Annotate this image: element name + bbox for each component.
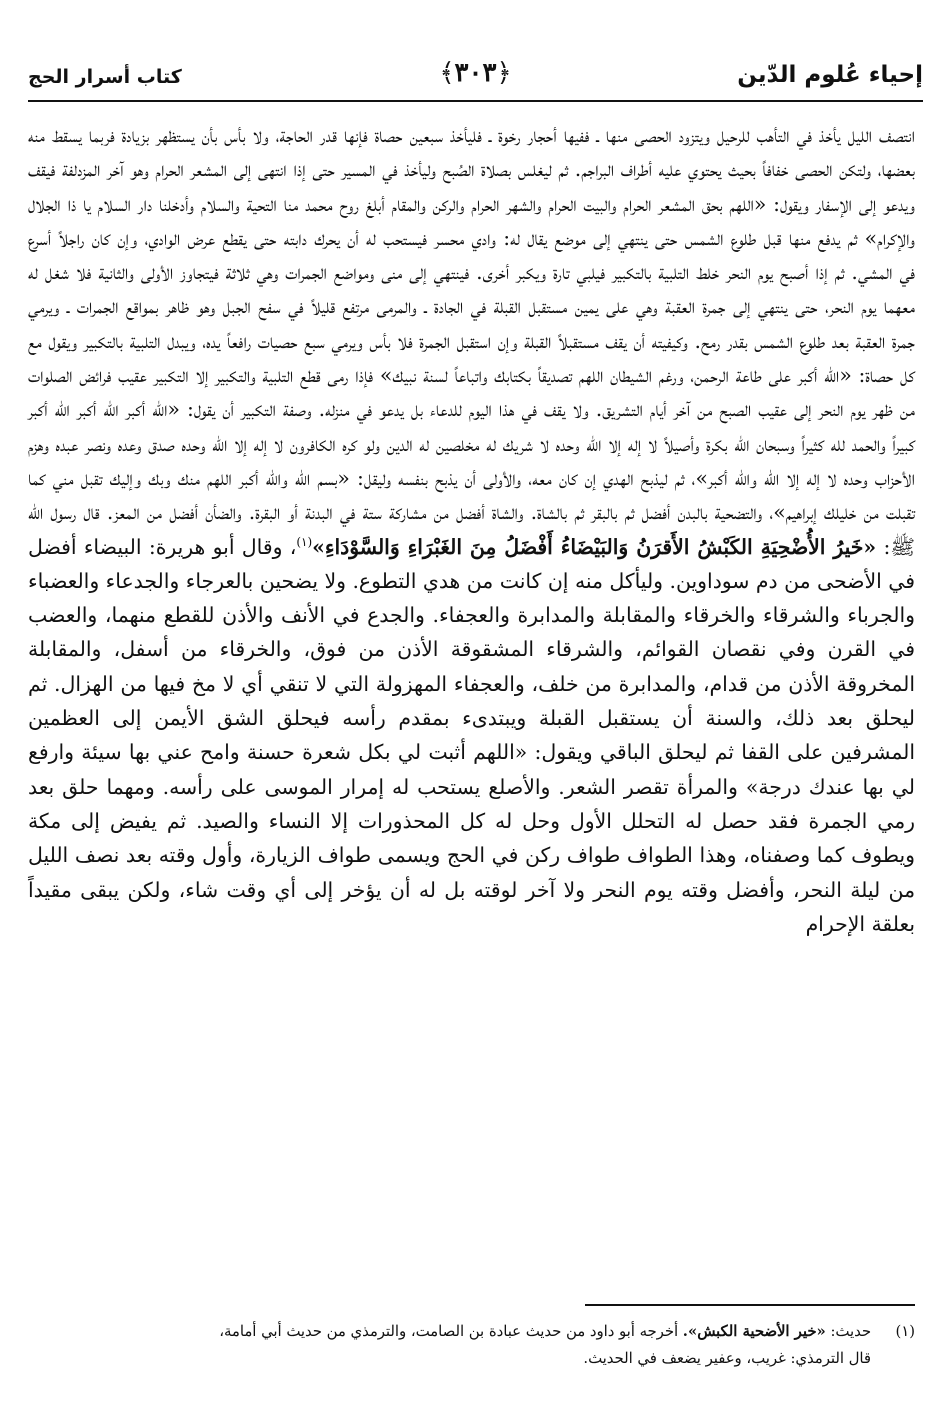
ornament-left-icon: ﴾ xyxy=(439,58,455,88)
main-paragraph xyxy=(28,118,915,941)
footnote-marker: (١) xyxy=(296,534,313,549)
text-part-2: ، وقال أبو هريرة: البيضاء أفضل في الأضحى من دم سوداوين. وليأكل منه إن كانت من هدي التطوع. ولا يضحين بالعرجاء والجدعاء والعضباء والجرباء والشرقاء والخرقاء والمقابلة والمدابرة والعجفاء. والجدع في الأنف والأذن للقطع منهما، والعضب في القرن وفي نقصان القوائم، والشرقاء المشقوقة الأذن من فوق، والخرقاء من أسفل، والمقابلة المخروقة الأذن من قدام، والمدابرة من خلف، والعجفاء المهزولة التي لا تنقي أي لا مخ فيها من الهزال. ثم ليحلق بعد ذلك، والسنة أن يستقبل القبلة ويبتدىء بمقدم رأسه فيحلق الشق الأيمن إلى العظمين المشرفين على القفا ثم ليحلق الباقي ويقول: «اللهم أثبت لي بكل شعرة حسنة وامح عني بها سيئة وارفع لي بها عندك درجة» والمرأة تقصر الشعر. والأصلع يستحب له إمرار الموسى على رأسه. ومهما حلق بعد رمي الجمرة فقد حصل له التحلل الأول وحل له كل المحذورات إلا النساء والصيد. ثم يفيض إلى مكة ويطوف كما وصفناه، وهذا الطواف طواف ركن في الحج ويسمى طواف الزيارة، وأول وقته بعد نصف الليل من ليلة النحر، وأفضل وقته يوم النحر ولا آخر لوقته بل له أن يؤخر إلى أي وقت شاء، ولكن يبقى مقيداً بعلقة الإحرام xyxy=(28,534,915,936)
hadith-quote: «خَيرُ الأُضْحِيَةِ الكَبْشُ الأَقرَنُ وَالبَيْضَاءُ أَفْضَلُ مِنَ الغَبْرَاءِ وَالسَّوْدَاءِ» xyxy=(312,534,877,559)
page-number-block xyxy=(439,58,511,88)
book-title: إحياء عُلوم الدّين xyxy=(737,62,923,88)
section-title: كتاب أسرار الحج xyxy=(28,66,182,88)
footnote-number: (١) xyxy=(895,1323,915,1340)
footnote-label: حديث: xyxy=(830,1323,871,1340)
page-number: ٣٠٣ xyxy=(454,58,497,88)
page-header xyxy=(28,52,923,108)
footnotes xyxy=(28,1318,915,1372)
text-part-1: انتصف الليل يأخذ في التأهب للرحيل ويتزود الحصى منها ـ ففيها أحجار رخوة ـ فليأخذ سبعين حصاة فإنها قدر الحاجة، ولا بأس بأن يستظهر بزيادة فربما يسقط منه بعضها، ولتكن الحصى خفافاً بحيث يحتوي عليه أطراف البراجم. ثم ليغلس بصلاة الصُبح وليأخذ في المسير حتى إذا انتهى إلى المشعر الحرام وهو آخر المزدلفة فيقف ويدعو إلى الإسفار ويقول: «اللهم بحق المشعر الحرام والبيت الحرام والشهر الحرام والركن والمقام أبلغ روح محمد منا التحية والسلام وأدخلنا دار السلام يا ذا الجلال والإكرام» ثم يدفع منها قبل طلوع الشمس حتى ينتهي إلى موضع يقال له: وادي محسر فيستحب له أن يحرك دابته حتى يقطع عرض الوادي، وإن كان راجلاً أسرع في المشي. ثم إذا أصبح يوم النحر خلط التلبية بالتكبير فيلبي تارة ويكبر أخرى. فينتهي إلى منى ومواضع الجمرات وهي ثلاثة فيتجاوز الأولى والثانية فلا شغل له معهما يوم النحر، حتى ينتهي إلى جمرة العقبة وهي على يمين مستقبل القبلة في الجادة ـ والمرمى مرتفع قليلاً في سفح الجبل وهو ظاهر بمواقع الجمرات ـ ويرمي جمرة العقبة بعد طلوع الشمس بقدر رمح. وكيفيته أن يقف مستقبلاً القبلة وإن استقبل الجمرة فلا بأس ويرمي سبع حصيات رافعاً يده، ويبدل التلبية بالتكبير ويقول مع كل حصاة: «الله أكبر على طاعة الرحمن، ورغم الشيطان اللهم تصديقاً بكتابك واتباعاً لسنة نبيك» فإذا رمى قطع التلبية والتكبير إلا التكبير عقيب فرائض الصلوات من ظهر يوم النحر إلى عقيب الصبح من آخر أيام التشريق. ولا يقف في هذا اليوم للدعاء بل يدعو في منزله. وصفة التكبير أن يقول: «الله أكبر الله أكبر الله أكبر كبيراً والحمد لله كثيراً وسبحان الله بكرة وأصيلاً لا إله إلا الله وحده لا شريك له مخلصين له الدين ولو كره الكافرون لا إله إلا الله وحده صدق وعده ونصر عبده وهزم الأحزاب وحده لا إله إلا الله والله أكبر»، ثم ليذبح الهدي إن كان معه، والأولى أن يذبح بنفسه وليقل: «بسم الله والله أكبر اللهم منك وبك وإليك تقبل مني كما تقبلت من خليلك إبراهيم»، والتضحية بالبدن أفضل ثم بالبقر ثم بالشاة. والشاة أفضل من مشاركة ستة في البدنة أو البقرة. والضأن أفضل من المعز. قال رسول الله ﷺ: xyxy=(28,123,915,559)
footnote-continuation: قال الترمذي: غريب، وعفير يضعف في الحديث. xyxy=(583,1350,871,1367)
footnote-divider xyxy=(585,1304,915,1306)
footnote-item xyxy=(28,1318,915,1345)
footnote-quote: «خير الأضحية الكبش». xyxy=(682,1323,826,1340)
ornament-right-icon: ﴿ xyxy=(496,58,512,88)
header-divider xyxy=(28,100,923,102)
main-text xyxy=(28,118,915,941)
footnote-text: أخرجه أبو داود من حديث عبادة بن الصامت، والترمذي من حديث أبي أمامة، xyxy=(219,1323,679,1340)
